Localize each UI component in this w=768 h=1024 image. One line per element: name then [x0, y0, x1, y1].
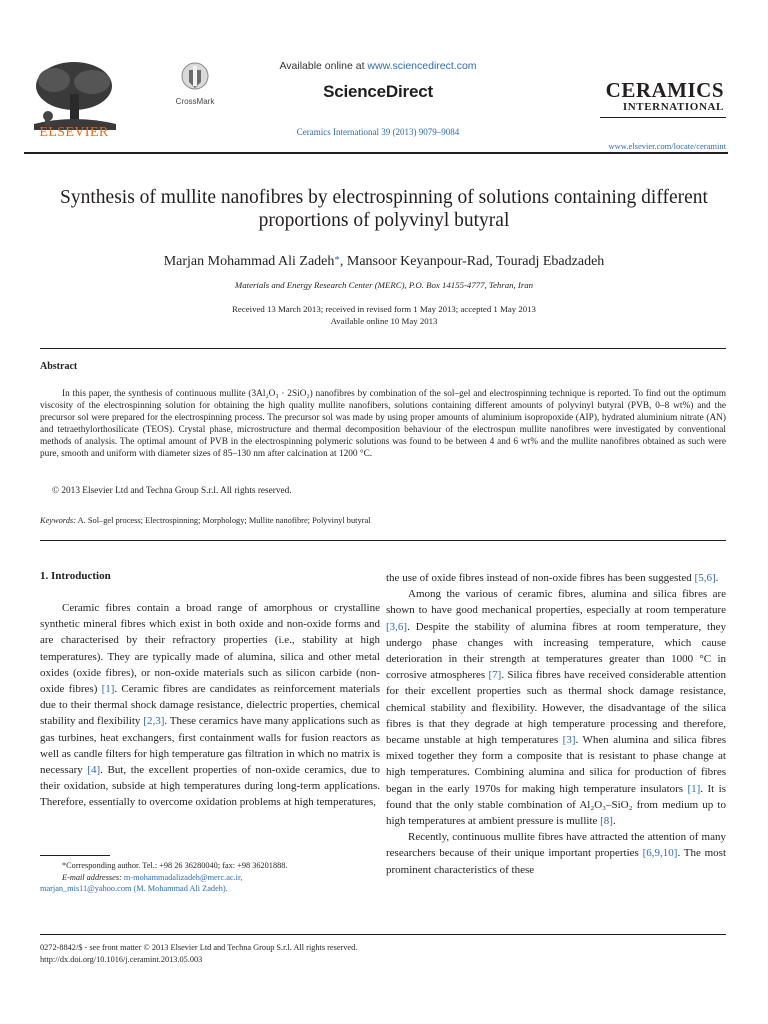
abstract-top-divider: [40, 348, 726, 349]
author-list: [40, 254, 728, 270]
intro-paragraph-1: Ceramic fibres contain a broad range of amorphous or crystalline synthetic mineral fibres which exist in both oxide and non-oxide forms and are characterised by their refractory properties (i.e., stability at high temperatures). They are typically made of alumina, silica and other metal oxides (oxide fibres), or non-oxide materials such as silicon carbide (non-oxide fibres) [1]. Ceramic fibres are candidates as reinforcement materials due to their thermal shock damage resistance, dielectric properties, chemical stability and flexibility [2,3]. These ceramics have many applications such as gas turbines, heat exchangers, first containment walls for fusion reactors as well as candle filters for high temperature gas filtration in which no matrix is necessary [4]. But, the excellent properties of non-oxide ceramics, due to their oxidation, subside at high temperatures during long-term applications. Therefore, essentially to overcome oxidation problems at high temperatures,: [40, 602, 380, 809]
footnote-rule: [40, 855, 110, 856]
keywords-list: A. Sol–gel process; Electrospinning; Morphology; Mullite nanofibre; Polyvinyl butyral: [77, 516, 371, 525]
intro-paragraph-2: Among the various of ceramic fibres, alumina and silica fibres are shown to have good mechanical properties, especially at room temperature [3,6]. Despite the stability of alumina fibres at room temperature, they undergo phase changes with increasing temperature, which cause deterioration in their strength at temperatures greater than 1000 °C in corrosive atmospheres [7]. Silica fibres have received considerable attention for their excellent properties such as thermal shock damage resistance, chemical stability and flexibility. However, the disadvantage of the silica fibres is that they degrade at high temperature processing and therefore, became unstable at high temperatures [3]. When alumina and silica fibres mixed together they form a composite that is resistant to phase change at high temperatures. Combining alumina and silica for production of fibres began in the early 1970s for making high temperature insulators [1]. It is found that the only stable combination of Al₂O₃–SiO₂ from medium up to high temperatures at ambient pressure is mullite [8].: [386, 588, 727, 828]
abstract-copyright: © 2013 Elsevier Ltd and Techna Group S.r.l. All rights reserved.: [52, 486, 292, 496]
abstract-body: In this paper, the synthesis of continuous mullite (3Al₂O₃ · 2SiO₂) nanofibres by combination of the sol–gel and electrospinning technique is reported. To find out the optimum viscosity of the electrospinning solution for obtaining the high quality mullite nanofibers, solutions containing different amounts of polyvinyl butyral (PVB, 0–8 wt%) and the precursor sol were prepared for the electrospinning process. The precursor sol was made by using proper amounts of aluminium isopropoxide (AIP), hydrated aluminium nitrate (AN) and tetraethylorthosilicate (TEOS). Crystal phase, microstructure and thermal decomposition behaviour of the electrospun mullite nanofibres were investigated by conventional methods of analysis. The optimal amount of PVB in the electrospinning polymeric solutions was found to be between 4 and 6 wt% and the mullite nanofibres obtained as such were pure, smooth and uniform with diameter sizes of 85–130 nm after calcination at 1200 °C.: [40, 389, 726, 459]
citation-link[interactable]: [4]: [87, 764, 101, 777]
journal-title: CERAMICS: [605, 78, 724, 102]
journal-title-rule: [600, 117, 726, 118]
email-link-2[interactable]: marjan_mis11@yahoo.com (M. Mohammad Ali Zadeh).: [40, 884, 228, 893]
citation-link[interactable]: [7]: [488, 669, 502, 682]
left-column: [40, 600, 380, 811]
received-dates: Received 13 March 2013; received in revised form 1 May 2013; accepted 1 May 2013: [232, 304, 536, 314]
keywords-line: [40, 516, 726, 525]
affiliation: Materials and Energy Research Center (MERC), P.O. Box 14155-4777, Tehran, Iran: [234, 280, 534, 290]
right-column: [386, 570, 726, 878]
author-others: , Mansoor Keyanpour-Rad, Touradj Ebadzadeh: [339, 254, 605, 269]
citation-link[interactable]: [5,6]: [694, 572, 716, 584]
journal-subtitle: INTERNATIONAL: [622, 101, 724, 113]
intro-paragraph-continued: the use of oxide fibres instead of non-oxide fibres has been suggested [5,6].: [386, 572, 719, 584]
bottom-divider: [40, 934, 726, 935]
crossmark-label: CrossMark: [175, 97, 215, 106]
citation-link[interactable]: [8]: [600, 815, 613, 828]
journal-homepage-link[interactable]: www.elsevier.com/locate/ceramint: [608, 141, 726, 151]
citation-link[interactable]: [2,3]: [143, 715, 165, 728]
crossmark-icon[interactable]: [180, 60, 210, 100]
abstract-heading: Abstract: [40, 361, 78, 372]
publisher-wordmark: ELSEVIER: [39, 125, 109, 140]
section-heading-introduction: 1. Introduction: [40, 570, 111, 582]
email-line: [40, 872, 380, 884]
article-history: [40, 303, 728, 327]
sciencedirect-link[interactable]: www.sciencedirect.com: [367, 60, 477, 72]
corresponding-author-note: *Corresponding author. Tel.: +98 26 36280040; fax: +98 36201888.: [62, 861, 288, 870]
citation-link[interactable]: [3]: [562, 734, 576, 747]
available-prefix: Available online at: [279, 60, 365, 72]
header-divider: [24, 152, 728, 154]
sciencedirect-brand: ScienceDirect: [323, 82, 433, 101]
doi-line[interactable]: http://dx.doi.org/10.1016/j.ceramint.2013.05.003: [40, 955, 203, 964]
citation-link[interactable]: [3,6]: [386, 620, 408, 633]
footnote: [40, 860, 380, 895]
issn-line: 0272-8842/$ - see front matter © 2013 Elsevier Ltd and Techna Group S.r.l. All rights reserved.: [40, 943, 358, 952]
abstract-bottom-divider: [40, 540, 726, 541]
citation-link[interactable]: [1]: [687, 782, 701, 795]
keywords-label: Keywords:: [40, 516, 76, 525]
journal-reference-link[interactable]: Ceramics International 39 (2013) 9079–9084: [296, 127, 460, 137]
corresponding-author-mark[interactable]: *: [334, 254, 340, 266]
article-title: Synthesis of mullite nanofibres by electrospinning of solutions containing different proportions of polyvinyl butyral: [60, 187, 708, 231]
intro-paragraph-3: Recently, continuous mullite fibres have attracted the attention of many researchers because of their unique important properties [6,9,10]. The most prominent characteristics of these: [386, 831, 727, 876]
available-online-date: Available online 10 May 2013: [330, 316, 438, 326]
author-primary: Marjan Mohammad Ali Zadeh: [163, 254, 335, 269]
citation-link[interactable]: [6,9,10]: [642, 847, 678, 860]
email-link-1[interactable]: m-mohammadalizadeh@merc.ac.ir,: [123, 872, 243, 882]
email-label: E-mail addresses:: [62, 872, 122, 882]
available-online-line: [228, 60, 528, 72]
citation-link[interactable]: [1]: [101, 683, 115, 696]
